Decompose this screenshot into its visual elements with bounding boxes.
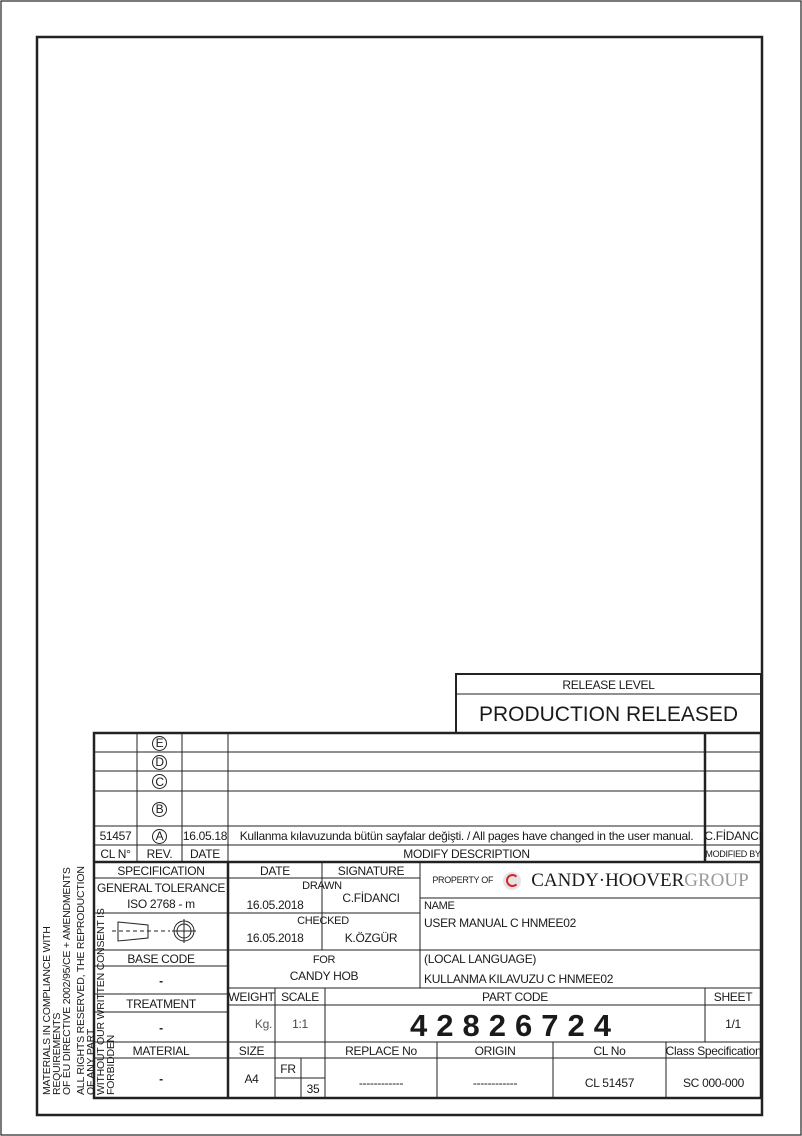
property-of-label: PROPERTY OF xyxy=(432,875,494,885)
checked-by: K.ÖZGÜR xyxy=(344,931,398,945)
local-language-label: (LOCAL LANGUAGE) xyxy=(424,952,537,966)
specification-label: SPECIFICATION xyxy=(117,863,205,878)
for-label: FOR xyxy=(312,954,336,966)
drawn-label: DRAWN xyxy=(302,880,342,892)
treatment-label: TREATMENT xyxy=(126,996,196,1011)
release-level-value: PRODUCTION RELEASED xyxy=(478,702,739,726)
size-label: SIZE xyxy=(238,1043,265,1058)
rev-a-date: 16.05.18 xyxy=(182,829,228,843)
part-code-value: 42826724 xyxy=(410,1007,620,1043)
rev-d-marker: D xyxy=(152,755,167,770)
rev-a-description: Kullanma kılavuzunda bütün sayfalar değişti. / All pages have changed in the user manual. xyxy=(239,829,694,843)
scale-value: 1:1 xyxy=(292,1017,308,1031)
brand-suffix: GROUP xyxy=(684,870,749,891)
rev-b-marker: B xyxy=(152,802,167,817)
local-language-value: KULLANMA KILAVUZU C HNMEE02 xyxy=(424,971,614,986)
weight-unit: Kg. xyxy=(254,1017,272,1031)
fr-label: FR xyxy=(280,1061,296,1076)
candy-logo-icon xyxy=(503,872,521,890)
origin-label: ORIGIN xyxy=(474,1043,516,1058)
tolerance-value: ISO 2768 - m xyxy=(127,896,195,911)
approval-signature-header: SIGNATURE xyxy=(337,863,405,878)
origin-value: ------------ xyxy=(472,1076,518,1090)
header-cl: CL N° xyxy=(100,847,131,861)
rev-c-marker: C xyxy=(152,774,167,789)
header-date: DATE xyxy=(190,847,220,861)
clno-value: CL 51457 xyxy=(584,1076,635,1090)
rev-e-marker: E xyxy=(152,736,167,751)
class-spec-value: SC 000-000 xyxy=(682,1076,745,1090)
projection-symbol-icon xyxy=(112,919,196,943)
class-spec-label: Class Specification xyxy=(665,1043,762,1058)
material-value: - xyxy=(159,1071,163,1086)
replace-value: ------------ xyxy=(358,1076,404,1090)
drawn-by: C.FİDANCI xyxy=(342,891,400,905)
base-code-label: BASE CODE xyxy=(127,951,195,966)
size-value: A4 xyxy=(244,1071,259,1086)
replace-label: REPLACE No xyxy=(345,1043,417,1058)
checked-date: 16.05.2018 xyxy=(246,931,304,945)
brand-name: CANDY·HOOVER xyxy=(531,870,685,891)
rev-a-marker: A xyxy=(152,829,167,844)
scale-label: SCALE xyxy=(281,990,319,1004)
drawn-date: 16.05.2018 xyxy=(246,897,304,912)
fr-value: 35 xyxy=(306,1081,320,1096)
legal-notice: MATERIALS IN COMPLIANCE WITH REQUIREMENTS OF EU DIRECTIVE 2002/95/CE + AMENDMENTS ALL RIGHTS RESERVED, THE REPRODUCTION OF ANY PART WITHOUT OUR WRITTEN CONSENT IS FORBIDDEN xyxy=(41,866,117,1095)
for-value: CANDY HOB xyxy=(289,969,359,983)
rev-a-cl: 51457 xyxy=(99,829,132,843)
weight-label: WEIGHT xyxy=(228,990,275,1004)
header-rev: REV. xyxy=(146,847,173,861)
name-label: NAME xyxy=(424,900,455,912)
clno-label: CL No xyxy=(593,1043,626,1058)
checked-label: CHECKED xyxy=(297,915,349,927)
approval-date-header: DATE xyxy=(260,863,290,878)
material-label: MATERIAL xyxy=(132,1043,190,1058)
part-code-label: PART CODE xyxy=(482,990,548,1004)
base-code-value: - xyxy=(159,973,163,988)
release-level-label: RELEASE LEVEL xyxy=(562,677,655,692)
treatment-value: - xyxy=(159,1020,163,1035)
header-description: MODIFY DESCRIPTION xyxy=(403,847,530,861)
sheet-label: SHEET xyxy=(713,990,753,1004)
header-modified-by: MODIFIED BY xyxy=(705,848,761,859)
rev-a-modified-by: C.FİDANCI xyxy=(704,829,762,843)
tolerance-label: GENERAL TOLERANCE xyxy=(96,880,226,895)
name-value: USER MANUAL C HNMEE02 xyxy=(424,916,576,930)
company-banner xyxy=(420,863,761,898)
sheet-value: 1/1 xyxy=(725,1017,741,1031)
